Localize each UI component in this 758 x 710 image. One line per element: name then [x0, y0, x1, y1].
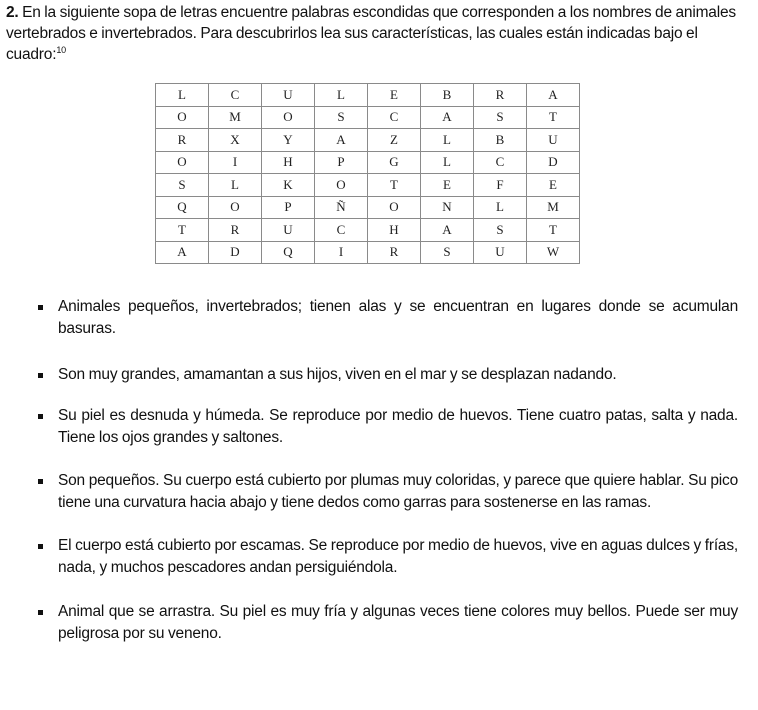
grid-cell: R [474, 84, 527, 107]
grid-cell: A [421, 219, 474, 242]
bullet-icon [38, 414, 43, 419]
grid-cell: U [262, 219, 315, 242]
footnote-marker: 10 [56, 45, 66, 55]
grid-cell: A [156, 241, 209, 264]
clue-item [38, 296, 738, 340]
grid-cell: S [474, 219, 527, 242]
clue-text: Animales pequeños, invertebrados; tienen alas y se encuentran en lugares donde se acumulan basuras. [58, 298, 738, 337]
word-search-grid [155, 83, 580, 264]
grid-cell: L [156, 84, 209, 107]
grid-cell: L [421, 129, 474, 152]
grid-cell: X [209, 129, 262, 152]
question-number: 2. [6, 4, 19, 21]
bullet-icon [38, 305, 43, 310]
grid-cell: M [527, 196, 580, 219]
grid-cell: O [209, 196, 262, 219]
grid-cell: R [368, 241, 421, 264]
grid-cell: B [421, 84, 474, 107]
grid-cell: I [315, 241, 368, 264]
grid-cell: T [156, 219, 209, 242]
grid-cell: R [156, 129, 209, 152]
grid-cell: L [315, 84, 368, 107]
grid-cell: D [527, 151, 580, 174]
grid-cell: T [527, 106, 580, 129]
grid-cell: K [262, 174, 315, 197]
grid-cell: H [368, 219, 421, 242]
grid-cell: T [368, 174, 421, 197]
grid-row [156, 241, 580, 264]
grid-row [156, 174, 580, 197]
grid-cell: S [156, 174, 209, 197]
grid-cell: C [315, 219, 368, 242]
grid-cell: L [421, 151, 474, 174]
grid-cell: E [421, 174, 474, 197]
grid-cell: A [315, 129, 368, 152]
clue-text: Su piel es desnuda y húmeda. Se reproduce por medio de huevos. Tiene cuatro patas, salta y nada. Tiene los ojos grandes y saltones. [58, 407, 738, 446]
grid-cell: C [368, 106, 421, 129]
grid-cell: N [421, 196, 474, 219]
grid-row [156, 84, 580, 107]
word-search-table [155, 83, 580, 264]
grid-cell: F [474, 174, 527, 197]
grid-cell: Ñ [315, 196, 368, 219]
grid-cell: S [421, 241, 474, 264]
question-intro [6, 2, 752, 65]
grid-cell: O [262, 106, 315, 129]
grid-cell: Z [368, 129, 421, 152]
grid-cell: C [209, 84, 262, 107]
grid-cell: W [527, 241, 580, 264]
grid-cell: C [474, 151, 527, 174]
grid-cell: E [527, 174, 580, 197]
grid-cell: H [262, 151, 315, 174]
grid-cell: Q [156, 196, 209, 219]
grid-row [156, 196, 580, 219]
clue-text: El cuerpo está cubierto por escamas. Se reproduce por medio de huevos, vive en aguas dulces y frías, nada, y muchos pescadores andan persiguiéndola. [58, 537, 738, 576]
grid-cell: A [421, 106, 474, 129]
grid-row [156, 129, 580, 152]
grid-cell: O [315, 174, 368, 197]
clue-item [38, 364, 738, 386]
grid-cell: U [262, 84, 315, 107]
grid-cell: U [474, 241, 527, 264]
grid-cell: Q [262, 241, 315, 264]
clue-item [38, 405, 738, 449]
grid-cell: O [368, 196, 421, 219]
grid-row [156, 151, 580, 174]
grid-cell: B [474, 129, 527, 152]
clue-item [38, 535, 738, 579]
clue-text: Son muy grandes, amamantan a sus hijos, viven en el mar y se desplazan nadando. [58, 366, 617, 383]
grid-cell: Y [262, 129, 315, 152]
question-text: En la siguiente sopa de letras encuentre palabras escondidas que corresponden a los nombres de animales vertebrados e invertebrados. Para descubrirlos lea sus características, las cuales están indicadas bajo el cuadro: [6, 4, 736, 63]
clue-text: Son pequeños. Su cuerpo está cubierto por plumas muy coloridas, y parece que quiere hablar. Su pico tiene una curvatura hacia abajo y tiene dedos como garras para sostenerse en las ramas. [58, 472, 738, 511]
grid-cell: O [156, 151, 209, 174]
grid-row [156, 106, 580, 129]
grid-cell: E [368, 84, 421, 107]
grid-cell: L [209, 174, 262, 197]
grid-cell: R [209, 219, 262, 242]
grid-cell: I [209, 151, 262, 174]
grid-cell: P [262, 196, 315, 219]
clue-list [38, 296, 738, 645]
bullet-icon [38, 610, 43, 615]
clue-item [38, 601, 738, 645]
grid-cell: S [474, 106, 527, 129]
grid-cell: T [527, 219, 580, 242]
grid-cell: A [527, 84, 580, 107]
clue-text: Animal que se arrastra. Su piel es muy fría y algunas veces tiene colores muy bellos. Puede ser muy peligrosa por su veneno. [58, 603, 738, 642]
clue-item [38, 470, 738, 514]
grid-row [156, 219, 580, 242]
grid-cell: L [474, 196, 527, 219]
grid-cell: D [209, 241, 262, 264]
grid-cell: O [156, 106, 209, 129]
grid-cell: U [527, 129, 580, 152]
grid-cell: M [209, 106, 262, 129]
bullet-icon [38, 479, 43, 484]
grid-cell: S [315, 106, 368, 129]
bullet-icon [38, 544, 43, 549]
grid-cell: G [368, 151, 421, 174]
grid-cell: P [315, 151, 368, 174]
bullet-icon [38, 373, 43, 378]
